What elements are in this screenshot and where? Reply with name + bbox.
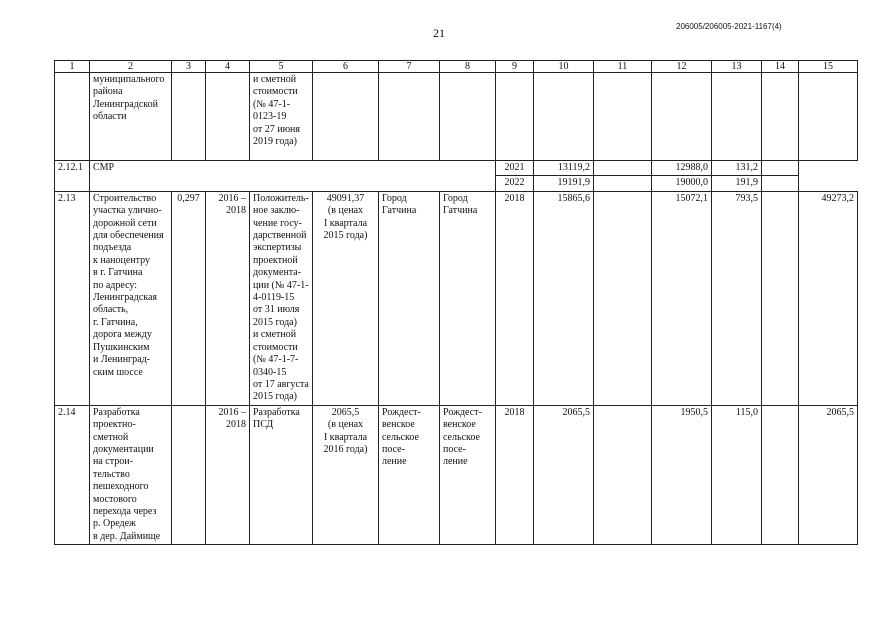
cell [496, 73, 534, 161]
cell [313, 73, 379, 161]
table-row-2-13 [55, 191, 858, 405]
column-header: 2 [90, 61, 172, 73]
cell-col7: Рождест- венское сельское посе- ление [379, 405, 440, 544]
cell-col10: 13119,2 [534, 161, 594, 176]
column-header: 14 [762, 61, 799, 73]
cell [652, 73, 712, 161]
cell [534, 73, 594, 161]
cell-object-name: СМР [90, 161, 496, 192]
cell-col14 [762, 405, 799, 544]
table-header-row [55, 61, 858, 73]
cell-col14 [762, 191, 799, 405]
cell-col8: Город Гатчина [440, 191, 496, 405]
cell-col15: 49273,2 [799, 191, 858, 405]
column-header: 10 [534, 61, 594, 73]
cell-period: 2016 – 2018 [206, 191, 250, 405]
cell-col12: 1950,5 [652, 405, 712, 544]
cell-number: 2.12.1 [55, 161, 90, 192]
cell-basis: Положитель- ное заклю- чение госу- дарственной экспертизы проектной документа- ции (№ 47-1- 4-0119-15 от 31 июля 2015 года) и сметной стоимости (№ 47-1-7- 0340-15 от 17 августа 2015 года) [250, 191, 313, 405]
cell-col7: Город Гатчина [379, 191, 440, 405]
cell [799, 73, 858, 161]
column-header: 4 [206, 61, 250, 73]
cell-basis: и сметной стоимости (№ 47-1- 0123-19 от 27 июня 2019 года) [250, 73, 313, 161]
cell [440, 73, 496, 161]
cell-col10: 2065,5 [534, 405, 594, 544]
cell-col14 [762, 176, 799, 191]
cell-col13: 131,2 [712, 161, 762, 176]
table-row-2-14 [55, 405, 858, 544]
cell [172, 73, 206, 161]
cell-col3 [172, 405, 206, 544]
cell-col10: 15865,6 [534, 191, 594, 405]
column-header: 7 [379, 61, 440, 73]
cell-year: 2018 [496, 191, 534, 405]
cell-col14 [762, 161, 799, 176]
column-header: 8 [440, 61, 496, 73]
budget-table [54, 60, 858, 545]
cell-number [55, 73, 90, 161]
column-header: 13 [712, 61, 762, 73]
cell [206, 73, 250, 161]
table-row-continuation [55, 73, 858, 161]
cell-col13: 115,0 [712, 405, 762, 544]
column-header: 5 [250, 61, 313, 73]
cell-col12: 19000,0 [652, 176, 712, 191]
column-header: 15 [799, 61, 858, 73]
cell-col12: 15072,1 [652, 191, 712, 405]
column-header: 12 [652, 61, 712, 73]
cell-col13: 793,5 [712, 191, 762, 405]
document-code: 206005/206005-2021-1167(4) [676, 22, 782, 31]
cell-col11 [594, 161, 652, 176]
column-header: 3 [172, 61, 206, 73]
column-header: 9 [496, 61, 534, 73]
cell-period: 2016 – 2018 [206, 405, 250, 544]
cell-year: 2021 [496, 161, 534, 176]
cell-col12: 12988,0 [652, 161, 712, 176]
cell-col8: Рождест- венское сельское посе- ление [440, 405, 496, 544]
cell-col11 [594, 405, 652, 544]
column-header: 1 [55, 61, 90, 73]
cell-basis: Разработка ПСД [250, 405, 313, 544]
column-header: 11 [594, 61, 652, 73]
cell [712, 73, 762, 161]
cell-col13: 191,9 [712, 176, 762, 191]
cell-object-name: Разработка проектно- сметной документации на строи- тельство пешеходного мостового перехода через р. Оредеж в дер. Даймище [90, 405, 172, 544]
cell-cost: 2065,5 (в ценах I квартала 2016 года) [313, 405, 379, 544]
cell [379, 73, 440, 161]
cell [762, 73, 799, 161]
cell-col15-empty [799, 161, 858, 192]
cell-col15: 2065,5 [799, 405, 858, 544]
cell-object-name: Строительство участка улично- дорожной сети для обеспечения подъезда к наноцентру в г. Гатчина по адресу: Ленинградская область, г. Гатчина, дорога между Пушкинским и Ленинград- ским шоссе [90, 191, 172, 405]
cell-year: 2022 [496, 176, 534, 191]
cell-object-name: муниципального района Ленинградской области [90, 73, 172, 161]
table-row-2-12-1 [55, 161, 858, 176]
page-number: 21 [433, 26, 445, 40]
cell-cost: 49091,37 (в ценах I квартала 2015 года) [313, 191, 379, 405]
cell-col11 [594, 176, 652, 191]
cell-col10: 19191,9 [534, 176, 594, 191]
cell-year: 2018 [496, 405, 534, 544]
cell-col3: 0,297 [172, 191, 206, 405]
column-header: 6 [313, 61, 379, 73]
cell-number: 2.14 [55, 405, 90, 544]
cell [594, 73, 652, 161]
cell-col11 [594, 191, 652, 405]
cell-number: 2.13 [55, 191, 90, 405]
